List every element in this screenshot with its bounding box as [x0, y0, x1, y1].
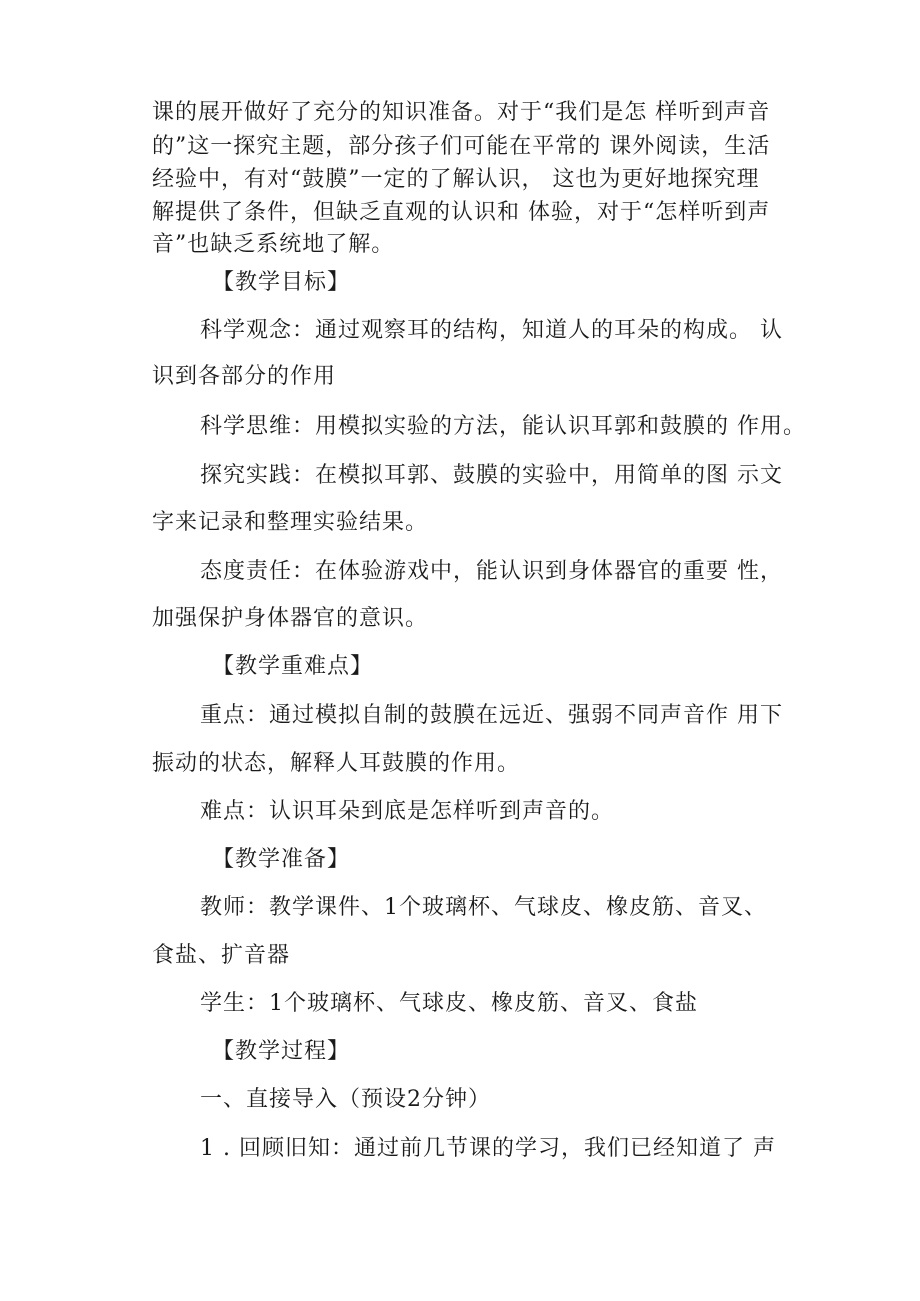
difficulty-line: 难点：认识耳朵到底是怎样听到声音的。	[200, 799, 615, 824]
objective-line: 科学思维：用模拟实验的方法，能认识耳郭和鼓膜的 作用。	[200, 414, 806, 439]
objective-line: 字来记录和整理实验结果。	[152, 510, 429, 535]
objective-line: 探究实践：在模拟耳郭、鼓膜的实验中，用简单的图 示文	[200, 463, 783, 488]
objective-line: 科学观念：通过观察耳的结构，知道人的耳朵的构成。 认	[200, 318, 783, 343]
paragraph-intro-line: 课的展开做好了充分的知识准备。对于“我们是怎 样听到声音	[152, 100, 771, 125]
paragraph-intro-line: 解提供了条件，但缺乏直观的认识和 体验，对于“怎样听到声	[152, 200, 771, 225]
process-step-title: 一、直接导入（预设2分钟）	[200, 1087, 491, 1112]
section-heading-process: 【教学过程】	[212, 1039, 351, 1064]
objective-line: 态度责任：在体验游戏中，能认识到身体器官的重要 性，	[200, 559, 783, 584]
key-point-line: 重点：通过模拟自制的鼓膜在远近、强弱不同声音作 用下	[200, 703, 783, 728]
objective-line: 识到各部分的作用	[152, 364, 337, 389]
process-step-line: 1 . 回顾旧知：通过前几节课的学习，我们已经知道了 声	[200, 1136, 776, 1161]
objective-line: 加强保护身体器官的意识。	[152, 606, 429, 631]
section-heading-objectives: 【教学目标】	[212, 270, 351, 295]
key-point-line: 振动的状态，解释人耳鼓膜的作用。	[152, 751, 521, 776]
preparation-teacher-line: 教师：教学课件、1个玻璃杯、气球皮、橡皮筋、音叉、	[200, 895, 767, 920]
preparation-student-line: 学生：1个玻璃杯、气球皮、橡皮筋、音叉、食盐	[200, 991, 698, 1016]
preparation-teacher-line: 食盐、扩音器	[152, 943, 291, 968]
paragraph-intro-line: 音”也缺乏系统地了解。	[152, 232, 395, 257]
paragraph-intro-line: 的”这一探究主题，部分孩子们可能在平常的 课外阅读，生活	[152, 134, 771, 159]
section-heading-key-points: 【教学重难点】	[212, 654, 374, 679]
paragraph-intro-line: 经验中，有对“鼓膜”一定的了解认识， 这也为更好地探究理	[152, 167, 760, 192]
section-heading-preparation: 【教学准备】	[212, 847, 351, 872]
